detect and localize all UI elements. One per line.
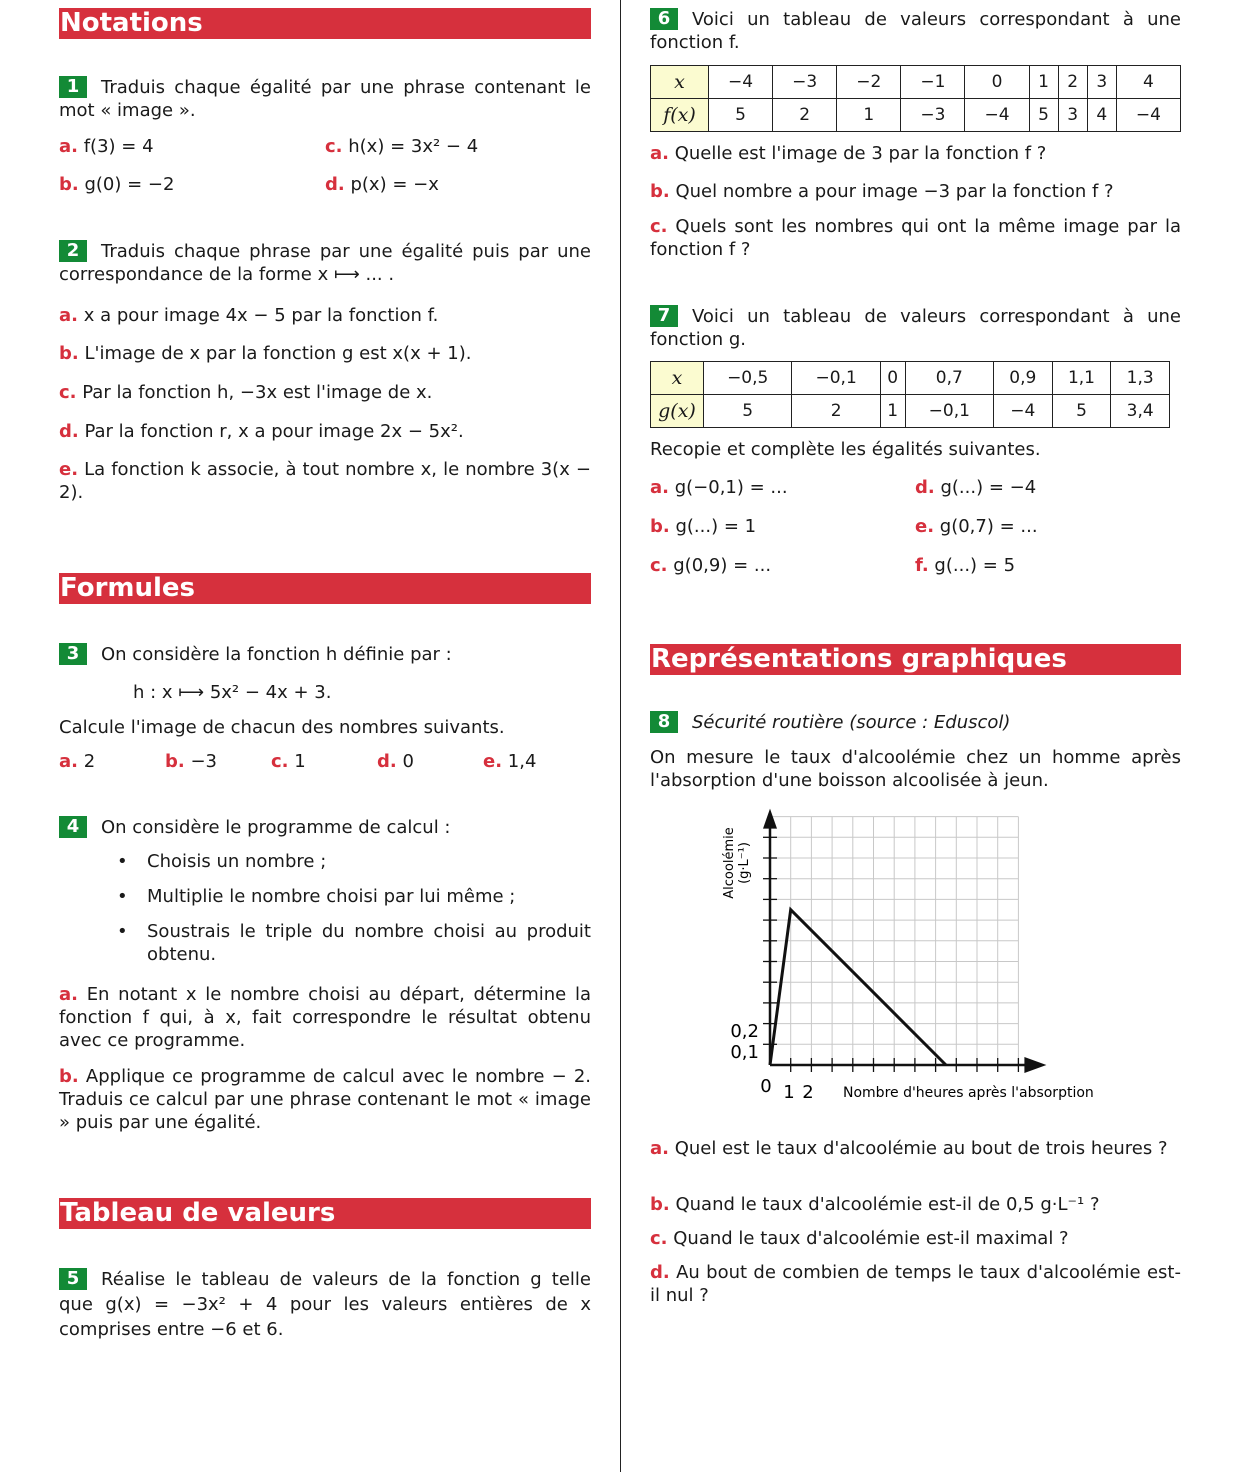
ex4-item-a: a. En notant x le nombre choisi au départ, détermine la fonction f qui, à x, fait correspondre le résultat obtenu avec ce programme. <box>59 984 591 1051</box>
y-tick-label: 0,1 <box>730 1042 759 1063</box>
list-item: g(0,7) = ... <box>939 516 1038 537</box>
list-item: Quels sont les nombres qui ont la même image par la fonction f ? <box>650 216 1181 260</box>
x-axis-arrow <box>1024 1057 1046 1073</box>
list-item: g(...) = −4 <box>940 477 1037 498</box>
exercise-3 <box>59 643 591 666</box>
ex8-statement: On mesure le taux d'alcoolémie chez un homme après l'absorption d'une boisson alcoolisée à jeun. <box>650 747 1181 791</box>
exercise-number: 8 <box>650 711 678 733</box>
section-header-tableau: Tableau de valeurs <box>59 1198 591 1229</box>
list-item: Quand le taux d'alcoolémie est-il maximal ? <box>673 1228 1069 1249</box>
list-item: 1,4 <box>507 751 537 772</box>
ex6-item-a: a. Quelle est l'image de 3 par la fonction f ? <box>650 143 1047 164</box>
exercise-statement: Voici un tableau de valeurs correspondant à une fonction f. <box>650 9 1181 53</box>
list-item: Quelle est l'image de 3 par la fonction f ? <box>674 143 1047 164</box>
ex4-steps <box>59 850 591 966</box>
ex8-item-d: d. Au bout de combien de temps le taux d'alcoolémie est-il nul ? <box>650 1262 1181 1306</box>
list-item: Applique ce programme de calcul avec le nombre − 2. Traduis ce calcul par une phrase contenant le mot « image » puis par une égalité. <box>59 1066 591 1133</box>
x-tick-label: 1 <box>783 1082 795 1103</box>
exercise-number: 7 <box>650 305 678 327</box>
chart-series-line <box>770 910 946 1065</box>
exercise-statement: Traduis chaque égalité par une phrase contenant le mot « image ». <box>59 77 591 121</box>
alcohol-chart <box>700 800 1120 1110</box>
list-item: Quel nombre a pour image −3 par la fonction f ? <box>675 181 1114 202</box>
column-divider <box>620 0 621 1472</box>
exercise-statement: Voici un tableau de valeurs correspondant à une fonction g. <box>650 306 1181 350</box>
list-item: Au bout de combien de temps le taux d'alcoolémie est-il nul ? <box>650 1262 1181 1306</box>
list-item: f(3) = 4 <box>83 136 154 157</box>
exercise-statement: Traduis chaque phrase par une égalité puis par une correspondance de la forme x ⟼ ... . <box>59 241 591 285</box>
list-item: 2 <box>83 751 96 772</box>
list-item: −3 <box>190 751 218 772</box>
list-item: g(0,9) = ... <box>673 555 772 576</box>
exercise-4 <box>59 816 591 839</box>
origin-label: 0 <box>760 1076 772 1097</box>
list-item: 0 <box>402 751 414 772</box>
ex2-item-a: a. x a pour image 4x − 5 par la fonction f. <box>59 305 439 326</box>
list-item: • Soustrais le triple du nombre choisi au produit obtenu. <box>59 920 591 966</box>
ex4-item-b: b. Applique ce programme de calcul avec le nombre − 2. Traduis ce calcul par une phrase contenant le mot « image » puis par une égalité. <box>59 1066 591 1133</box>
y-axis-label: Alcoolémie <box>722 827 737 899</box>
y-axis-unit: (g·L⁻¹) <box>737 842 752 884</box>
table-row: g(x) 5 2 1 −0,1 −4 5 3,4 <box>651 395 1170 428</box>
list-item: p(x) = −x <box>350 174 439 195</box>
exercise-number: 1 <box>59 76 87 98</box>
x-tick-label: 2 <box>802 1082 814 1103</box>
chart-grid <box>770 817 1018 1065</box>
section-header-formules: Formules <box>59 573 591 604</box>
ex7-instruction: Recopie et complète les égalités suivantes. <box>650 439 1041 460</box>
ex8-item-c: c. Quand le taux d'alcoolémie est-il maximal ? <box>650 1228 1069 1249</box>
list-item: x a pour image 4x − 5 par la fonction f. <box>83 305 439 326</box>
ex3-question: Calcule l'image de chacun des nombres suivants. <box>59 717 505 738</box>
ex2-item-d: d. Par la fonction r, x a pour image 2x − 5x². <box>59 421 464 442</box>
exercise-statement: On considère la fonction h définie par : <box>101 644 452 665</box>
ex2-item-b: b. L'image de x par la fonction g est x(x + 1). <box>59 343 472 364</box>
exercise-statement: On considère le programme de calcul : <box>101 817 451 838</box>
ex8-item-a: a. Quel est le taux d'alcoolémie au bout de trois heures ? <box>650 1138 1168 1159</box>
ex8-item-b: b. Quand le taux d'alcoolémie est-il de 0,5 g·L⁻¹ ? <box>650 1194 1100 1215</box>
ex6-value-table <box>650 65 1181 132</box>
ex7-value-table <box>650 361 1181 428</box>
y-tick-label: 0,2 <box>730 1021 759 1042</box>
exercise-number: 6 <box>650 8 678 30</box>
list-item: • Multiplie le nombre choisi par lui même ; <box>59 885 591 908</box>
section-header-representations: Représentations graphiques <box>650 644 1181 675</box>
exercise-number: 4 <box>59 816 87 838</box>
exercise-7 <box>650 305 1181 351</box>
list-item: Par la fonction r, x a pour image 2x − 5x². <box>84 421 464 442</box>
exercise-1 <box>59 76 591 122</box>
list-item: 1 <box>294 751 306 772</box>
exercise-number: 5 <box>59 1268 87 1290</box>
table-row: x −4 −3 −2 −1 0 1 2 3 4 <box>651 66 1181 99</box>
exercise-number: 3 <box>59 643 87 665</box>
list-item: L'image de x par la fonction g est x(x + 1). <box>84 343 472 364</box>
y-axis-arrow <box>763 809 777 829</box>
exercise-8 <box>650 711 1181 734</box>
ex2-item-c: c. Par la fonction h, −3x est l'image de x. <box>59 382 433 403</box>
x-axis-label: Nombre d'heures après l'absorption <box>843 1085 1094 1101</box>
ex3-formula: h : x ⟼ 5x² − 4x + 3. <box>133 682 332 703</box>
exercise-title: Sécurité routière (source : Eduscol) <box>692 712 1011 733</box>
ex2-item-e: e. La fonction k associe, à tout nombre x, le nombre 3(x − 2). <box>59 459 591 503</box>
exercise-statement: Réalise le tableau de valeurs de la fonction g telle que g(x) = −3x² + 4 pour les valeurs entières de x comprises entre −6 et 6. <box>59 1269 591 1340</box>
chart-ticks <box>763 837 1018 1072</box>
list-item: La fonction k associe, à tout nombre x, le nombre 3(x − 2). <box>59 459 591 503</box>
exercise-5 <box>59 1267 591 1342</box>
list-item: Quand le taux d'alcoolémie est-il de 0,5 g·L⁻¹ ? <box>675 1194 1100 1215</box>
list-item: • Choisis un nombre ; <box>59 850 591 873</box>
list-item: g(0) = −2 <box>84 174 175 195</box>
ex6-item-b: b. Quel nombre a pour image −3 par la fonction f ? <box>650 181 1114 202</box>
list-item: h(x) = 3x² − 4 <box>348 136 479 157</box>
list-item: En notant x le nombre choisi au départ, détermine la fonction f qui, à x, fait correspondre le résultat obtenu avec ce programme. <box>59 984 591 1051</box>
section-header-notations: Notations <box>59 8 591 39</box>
table-row: f(x) 5 2 1 −3 −4 5 3 4 −4 <box>651 99 1181 132</box>
list-item: Quel est le taux d'alcoolémie au bout de trois heures ? <box>674 1138 1168 1159</box>
list-item: g(...) = 1 <box>675 516 757 537</box>
table-row: x −0,5 −0,1 0 0,7 0,9 1,1 1,3 <box>651 362 1170 395</box>
exercise-2 <box>59 240 591 286</box>
exercise-6 <box>650 8 1181 54</box>
exercise-number: 2 <box>59 240 87 262</box>
list-item: g(...) = 5 <box>934 555 1016 576</box>
list-item: g(−0,1) = ... <box>674 477 788 498</box>
list-item: Par la fonction h, −3x est l'image de x. <box>82 382 433 403</box>
ex6-item-c: c. Quels sont les nombres qui ont la même image par la fonction f ? <box>650 216 1181 260</box>
